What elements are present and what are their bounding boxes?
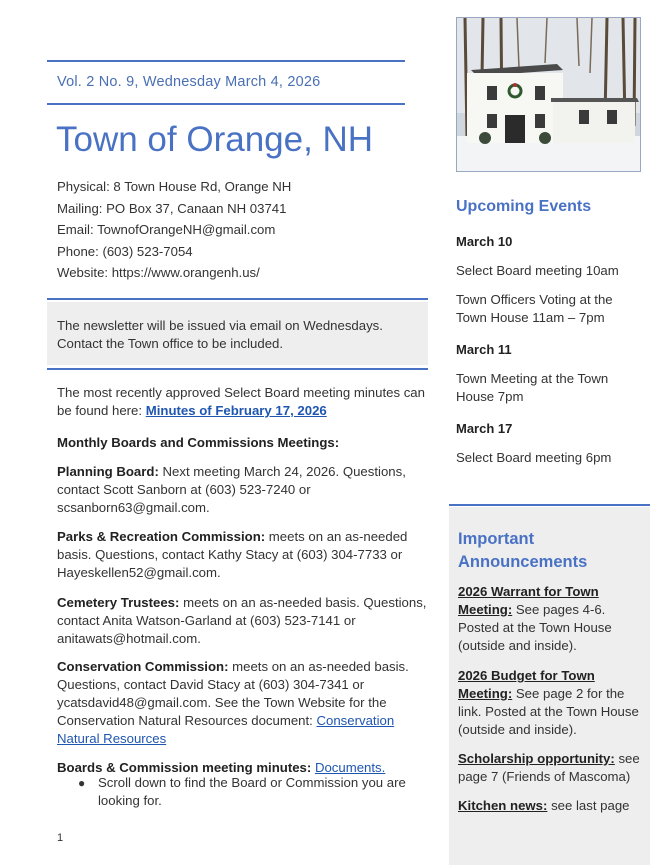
announcements-heading: Important Announcements [458, 530, 588, 571]
contact-phone: Phone: (603) 523-7054 [57, 244, 193, 259]
announcement-label: 2026 Warrant for Town Meeting: [458, 584, 599, 617]
board-parks-recreation [57, 528, 429, 582]
boards-heading: Monthly Boards and Commissions Meetings: [57, 435, 340, 450]
contact-mailing: Mailing: PO Box 37, Canaan NH 03741 [57, 201, 287, 216]
announcement-scholarship [458, 750, 644, 786]
board-name: Parks & Recreation Commission: [57, 529, 266, 544]
board-cemetery [57, 594, 429, 648]
notice-rule [47, 298, 428, 300]
conservation-link[interactable]: Conservation Natural Resources [57, 713, 395, 746]
board-text: Next meeting March 24, 2026. Questions, contact Scott Sanborn at (603) 523-7240 or scsanborn63@gmail.com. [57, 464, 406, 515]
event-date: March 11 [456, 342, 512, 357]
header-top-rule [47, 60, 405, 62]
events-heading: Upcoming Events [456, 198, 592, 215]
board-text: meets on an as-needed basis. Questions, contact David Stacy at (603) 304-7341 or ycatsdavid48@gmail.com. See the Town Website for the Conservation Natural Resources document: [57, 659, 409, 728]
announcement-text: see last page [547, 798, 630, 813]
header-bottom-rule [47, 103, 405, 105]
announcement-kitchen [458, 797, 644, 815]
announcement-warrant [458, 583, 644, 655]
announcement-label: 2026 Budget for Town Meeting: [458, 668, 595, 701]
board-conservation [57, 658, 429, 748]
documents-link[interactable]: Documents. [314, 760, 386, 775]
contact-email: Email: TownofOrangeNH@gmail.com [57, 222, 276, 237]
board-name: Planning Board: [57, 464, 159, 479]
announcement-text: See page 2 for the link. Posted at the Town House (outside and inside). [458, 686, 639, 737]
event-item: Select Board meeting 6pm [456, 450, 612, 465]
minutes-paragraph [57, 384, 429, 420]
documents-bullet: Scroll down to find the Board or Commission you are looking for. [98, 775, 406, 808]
town-house-photo [456, 17, 641, 172]
event-date: March 10 [456, 234, 513, 249]
announcement-budget [458, 667, 644, 739]
bullet-icon: ● [78, 776, 86, 790]
announcement-text: see page 7 (Friends of Mascoma) [458, 751, 640, 784]
event-date: March 17 [456, 421, 513, 436]
minutes-link[interactable]: Minutes of February 17, 2026 [145, 403, 327, 418]
contact-physical: Physical: 8 Town House Rd, Orange NH [57, 179, 292, 194]
board-name: Conservation Commission: [57, 659, 229, 674]
board-planning [57, 463, 429, 517]
board-text: meets on an as-needed basis. Questions, contact Kathy Stacy at (603) 304-7733 or Hayeskellen52@gmail.com. [57, 529, 408, 580]
event-item: Select Board meeting 10am [456, 263, 619, 278]
board-text: meets on an as-needed basis. Questions, contact Anita Watson-Garland at (603) 523-7141 or anitawats@hotmail.com. [57, 595, 427, 646]
issue-line: Vol. 2 No. 9, Wednesday March 4, 2026 [57, 74, 321, 90]
event-item: Town Officers Voting at the Town House 11am – 7pm [456, 292, 613, 325]
announcements-rule [449, 504, 650, 506]
page-number: 1 [57, 832, 64, 844]
announcement-label: Kitchen news: [458, 798, 548, 813]
documents-label: Boards & Commission meeting minutes: [57, 760, 312, 775]
minutes-text: The most recently approved Select Board meeting minutes can be found here: [57, 385, 425, 418]
event-item: Town Meeting at the Town House 7pm [456, 371, 609, 404]
notice-bottom-rule [47, 368, 428, 370]
announcement-label: Scholarship opportunity: [458, 751, 615, 766]
announcement-text: See pages 4-6. Posted at the Town House (outside and inside). [458, 602, 612, 653]
newsletter-notice: The newsletter will be issued via email on Wednesdays. Contact the Town office to be included. [57, 318, 383, 351]
page-title: Town of Orange, NH [56, 120, 374, 159]
board-name: Cemetery Trustees: [57, 595, 180, 610]
contact-website: Website: https://www.orangenh.us/ [57, 265, 260, 280]
